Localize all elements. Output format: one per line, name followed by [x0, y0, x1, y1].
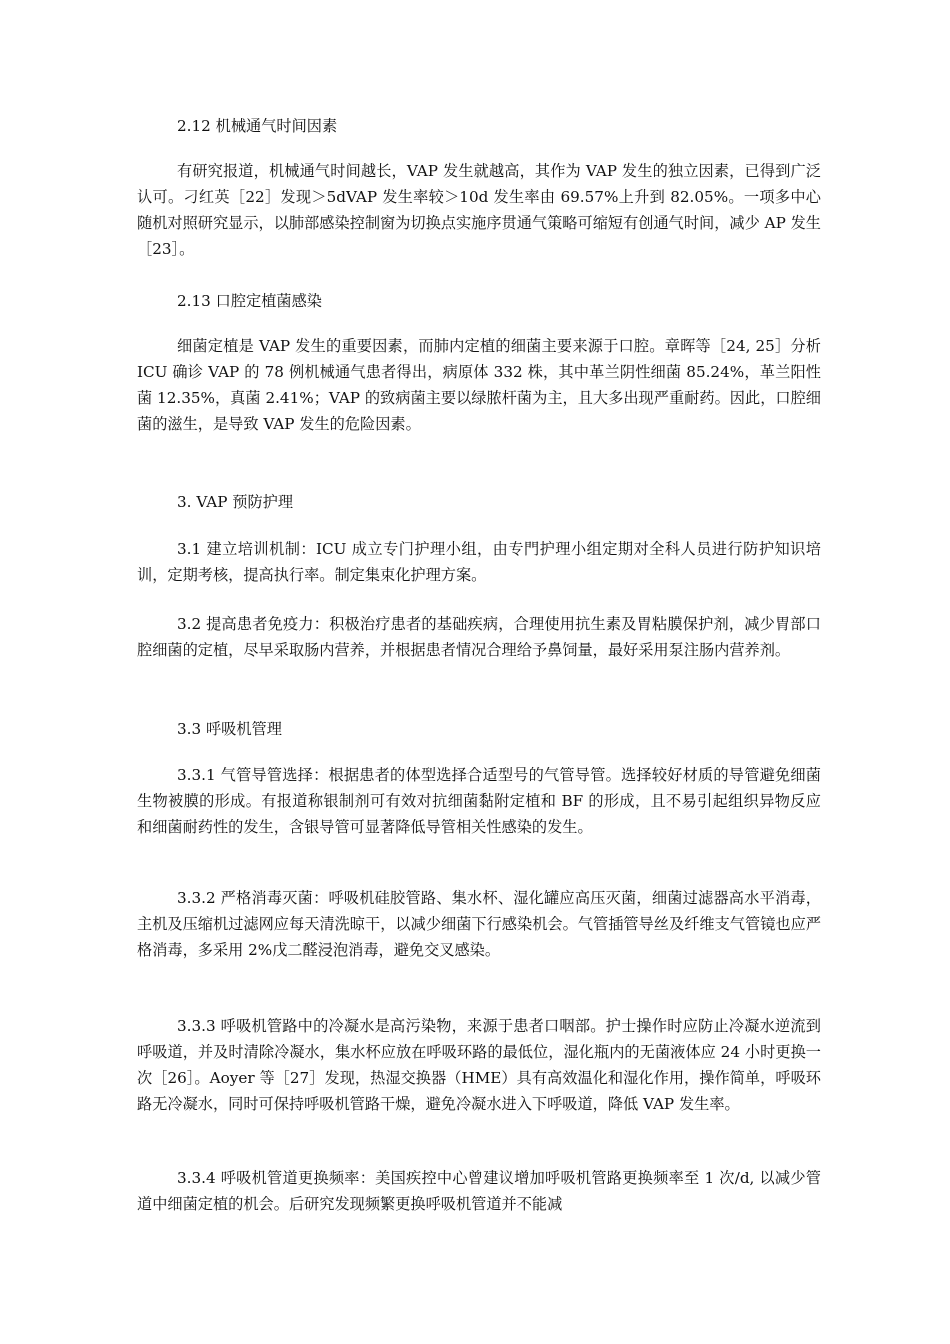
paragraph-training-mechanism: 3.1 建立培训机制：ICU 成立专门护理小组，由专門护理小组定期对全科人员进行防护知识培训，定期考核，提高执行率。制定集束化护理方案。	[137, 540, 821, 584]
section-heading-2-13: 2.13 口腔定植菌感染	[177, 292, 322, 310]
paragraph-condensate: 3.3.3 呼吸机管路中的冷凝水是高污染物，来源于患者口咽部。护士操作时应防止冷凝水逆流到呼吸道，并及时清除冷凝水，集水杯应放在呼吸环路的最低位，湿化瓶内的无菌液体应 24 小时更换一次［26］。Aoyer 等［27］发现，热湿交换器（HME）具有高效温化和湿化作用，操作简单，呼吸环路无冷凝水，同时可保持呼吸机管路干燥，避免冷凝水进入下呼吸道，降低 VAP 发生率。	[137, 1017, 821, 1113]
paragraph-ventilation-duration: 有研究报道，机械通气时间越长，VAP 发生就越高，其作为 VAP 发生的独立因素，已得到广泛认可。刁红英［22］发现＞5dVAP 发生率较＞10d 发生率由 69.57%上升到 82.05%。一项多中心随机对照研究显示，以肺部感染控制窗为切换点实施序贯通气策略可缩短有创通气时间，减少 AP 发生［23］。	[137, 162, 821, 258]
paragraph-tube-change-frequency: 3.3.4 呼吸机管道更换频率：美国疾控中心曾建议增加呼吸机管路更换频率至 1 次/d, 以减少管道中细菌定植的机会。后研究发现频繁更换呼吸机管道并不能减	[137, 1169, 821, 1213]
section-heading-2-12: 2.12 机械通气时间因素	[177, 117, 338, 135]
paragraph-oral-colonization: 细菌定植是 VAP 发生的重要因素，而肺内定植的细菌主要来源于口腔。章晖等［24, 25］分析 ICU 确诊 VAP 的 78 例机械通气患者得出，病原体 332 株，其中革兰阴性细菌 85.24%，革兰阳性菌 12.35%，真菌 2.41%；VAP 的致病菌主要以绿脓杆菌为主，且大多出现严重耐药。因此，口腔细菌的滋生，是导致 VAP 发生的危险因素。	[137, 337, 821, 433]
paragraph-immunity: 3.2 提高患者免疫力：积极治疗患者的基础疾病，合理使用抗生素及胃粘膜保护剂，减少胃部口腔细菌的定植，尽早采取肠内营养，并根据患者情况合理给予鼻饲量，最好采用泵注肠内营养剂。	[137, 615, 821, 659]
section-heading-3-3: 3.3 呼吸机管理	[177, 720, 282, 738]
section-heading-3: 3. VAP 预防护理	[177, 493, 294, 511]
paragraph-tube-selection: 3.3.1 气管导管选择：根据患者的体型选择合适型号的气管导管。选择较好材质的导管避免细菌生物被膜的形成。有报道称银制剂可有效对抗细菌黏附定植和 BF 的形成，且不易引起组织异物反应和细菌耐药性的发生，含银导管可显著降低导管相关性感染的发生。	[137, 766, 821, 836]
paragraph-disinfection: 3.3.2 严格消毒灭菌：呼吸机硅胶管路、集水杯、湿化罐应高压灭菌，细菌过滤器高水平消毒，主机及压缩机过滤网应每天清洗晾干，以减少细菌下行感染机会。气管插管导丝及纤维支气管镜也应严格消毒，多采用 2%戊二醛浸泡消毒，避免交叉感染。	[137, 889, 821, 959]
